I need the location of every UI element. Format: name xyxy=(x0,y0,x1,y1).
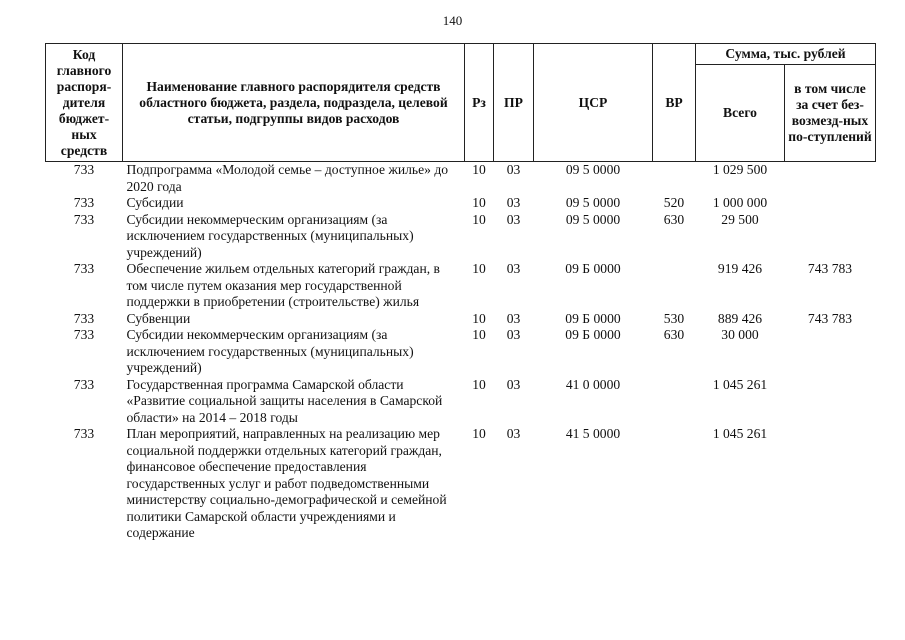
cell-gratuitous: 743 783 xyxy=(807,261,853,276)
cell-name: Государственная программа Самарской области «Развитие социальной защиты населения в Самарской области» на 2014 – 2018 годы xyxy=(126,376,443,425)
cell-name: Субсидии некоммерческим организациям (за исключением государственных (муниципальных) учреждений) xyxy=(126,211,414,260)
header-csr: ЦСР xyxy=(534,44,653,162)
header-gratuitous: в том числе за счет без-возмезд-ных по-ступлений xyxy=(785,65,876,162)
cell-pr: 03 xyxy=(506,195,521,210)
table-body xyxy=(46,162,876,542)
cell-csr: 41 5 0000 xyxy=(565,426,621,441)
cell-gratuitous xyxy=(785,327,876,377)
cell-gratuitous xyxy=(785,212,876,262)
header-total: Всего xyxy=(696,65,785,162)
cell-vr: 530 xyxy=(663,310,685,326)
cell-code: 733 xyxy=(73,310,95,326)
page-number: 140 xyxy=(442,13,463,28)
cell-total: 1 045 261 xyxy=(712,426,768,441)
cell-csr: 09 Б 0000 xyxy=(565,310,621,326)
cell-vr xyxy=(653,162,696,196)
header-rz: Рз xyxy=(465,44,494,162)
cell-pr: 03 xyxy=(506,211,521,227)
cell-vr: 630 xyxy=(663,211,685,227)
cell-code: 733 xyxy=(73,211,95,227)
header-code: Код главного распоря-дителя бюджет-ных средств xyxy=(46,44,123,162)
cell-vr: 630 xyxy=(663,327,685,342)
cell-code: 733 xyxy=(73,426,95,441)
cell-pr: 03 xyxy=(506,162,521,177)
cell-rz: 10 xyxy=(472,162,486,177)
cell-gratuitous xyxy=(785,377,876,427)
cell-pr: 03 xyxy=(506,261,521,276)
table-row xyxy=(46,377,876,427)
cell-code: 733 xyxy=(73,195,95,210)
cell-rz: 10 xyxy=(472,310,486,326)
cell-total: 889 426 xyxy=(717,310,763,326)
cell-vr xyxy=(653,261,696,311)
cell-rz: 10 xyxy=(472,195,486,210)
cell-total: 30 000 xyxy=(721,327,759,342)
budget-table xyxy=(45,43,876,542)
table-row xyxy=(46,426,876,542)
cell-csr: 09 5 0000 xyxy=(565,195,621,210)
cell-total: 919 426 xyxy=(717,261,763,276)
cell-code: 733 xyxy=(73,162,95,177)
cell-name: План мероприятий, направленных на реализацию мер социальной поддержки отдельных категорий граждан, финансовое обеспечение предоставления государственных услуг и работ подведомственными министерству социально-демографической и семейной политики Самарской области учреждениями и содержание xyxy=(126,426,447,540)
cell-vr xyxy=(653,377,696,427)
header-pr: ПР xyxy=(494,44,534,162)
cell-code: 733 xyxy=(73,376,95,392)
header-name: Наименование главного распорядителя средств областного бюджета, раздела, подраздела, целевой статьи, подгруппы видов расходов xyxy=(123,44,465,162)
cell-name: Обеспечение жильем отдельных категорий граждан, в том числе путем оказания мер государственной поддержки в приобретении (строительстве) жилья xyxy=(126,261,440,309)
cell-vr xyxy=(653,426,696,542)
cell-gratuitous xyxy=(785,162,876,196)
cell-name: Подпрограмма «Молодой семье – доступное жилье» до 2020 года xyxy=(126,162,449,194)
header-vr: ВР xyxy=(653,44,696,162)
table-row xyxy=(46,261,876,311)
cell-csr: 09 5 0000 xyxy=(565,211,621,227)
cell-total: 29 500 xyxy=(721,211,759,227)
cell-rz: 10 xyxy=(472,211,486,227)
cell-pr: 03 xyxy=(506,310,521,326)
cell-gratuitous: 743 783 xyxy=(807,310,853,326)
cell-csr: 09 Б 0000 xyxy=(565,327,621,342)
cell-vr: 520 xyxy=(663,195,685,210)
cell-code: 733 xyxy=(73,327,95,342)
cell-rz: 10 xyxy=(472,261,486,276)
cell-gratuitous xyxy=(785,426,876,542)
cell-total: 1 045 261 xyxy=(712,376,768,392)
table-row xyxy=(46,162,876,196)
cell-name: Субсидии некоммерческим организациям (за исключением государственных (муниципальных) учреждений) xyxy=(126,327,414,375)
cell-gratuitous xyxy=(785,195,876,212)
cell-rz: 10 xyxy=(472,426,486,441)
cell-pr: 03 xyxy=(506,327,521,342)
cell-csr: 09 Б 0000 xyxy=(565,261,621,276)
cell-pr: 03 xyxy=(506,376,521,392)
table-row xyxy=(46,327,876,377)
cell-pr: 03 xyxy=(506,426,521,441)
table-row xyxy=(46,311,876,328)
cell-csr: 09 5 0000 xyxy=(565,162,621,177)
cell-code: 733 xyxy=(73,261,95,276)
table-row xyxy=(46,195,876,212)
header-sum: Сумма, тыс. рублей xyxy=(696,44,876,65)
cell-csr: 41 0 0000 xyxy=(565,376,621,392)
cell-rz: 10 xyxy=(472,376,486,392)
cell-rz: 10 xyxy=(472,327,486,342)
cell-total: 1 029 500 xyxy=(712,162,768,177)
cell-name: Субвенции xyxy=(126,310,191,326)
table-row xyxy=(46,212,876,262)
cell-name: Субсидии xyxy=(126,195,184,210)
cell-total: 1 000 000 xyxy=(712,195,768,210)
